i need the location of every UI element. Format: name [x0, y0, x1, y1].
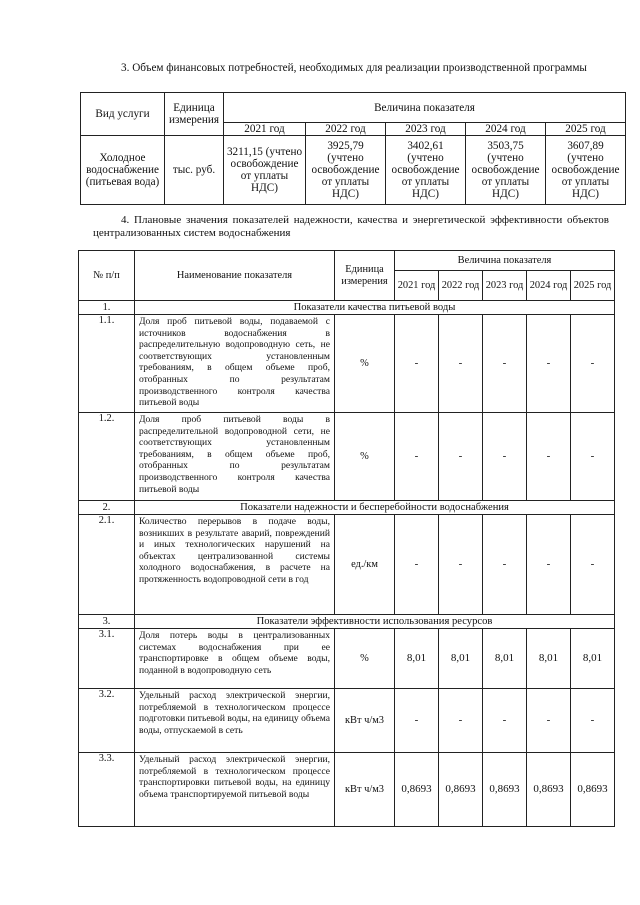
- col-value-header: Величина показателя: [395, 251, 615, 271]
- row-value: -: [483, 689, 527, 753]
- row-value: -: [483, 315, 527, 413]
- value-cell: 3925,79 (учтено освобождение от уплаты НДС): [306, 136, 386, 205]
- unit-cell: тыс. руб.: [165, 136, 224, 205]
- row-value: 0,8693: [571, 753, 615, 827]
- row-value: -: [439, 515, 483, 615]
- table-row: [79, 629, 615, 689]
- col-unit-header: Единица измерения: [335, 251, 395, 301]
- row-value: -: [571, 689, 615, 753]
- col-service-header: Вид услуги: [81, 93, 165, 136]
- row-num: 3.2.: [79, 689, 135, 753]
- row-value: 8,01: [571, 629, 615, 689]
- row-value: 8,01: [527, 629, 571, 689]
- group-title: Показатели эффективности использования ресурсов: [135, 615, 615, 629]
- row-value: 8,01: [439, 629, 483, 689]
- value-cell: 3211,15 (учтено освобождение от уплаты НДС): [224, 136, 306, 205]
- table-row: [79, 515, 615, 615]
- row-name: Доля проб питьевой воды в распределительной водопроводной сети, не соответствующих установленным требованиям, в общем объеме проб, отобранных по результатам производственного контроля качества питьевой воды: [135, 413, 335, 501]
- row-value: -: [527, 689, 571, 753]
- service-cell: Холодное водоснабжение (питьевая вода): [81, 136, 165, 205]
- row-unit: %: [335, 413, 395, 501]
- col-value-header: Величина показателя: [224, 93, 626, 123]
- row-value: -: [483, 413, 527, 501]
- row-value: 0,8693: [527, 753, 571, 827]
- row-num: 1.1.: [79, 315, 135, 413]
- col-num-header: № п/п: [79, 251, 135, 301]
- year-header: 2022 год: [439, 271, 483, 301]
- row-unit: ед./км: [335, 515, 395, 615]
- row-value: -: [395, 315, 439, 413]
- row-value: -: [571, 315, 615, 413]
- group-num: 1.: [79, 301, 135, 315]
- row-value: -: [439, 413, 483, 501]
- year-header: 2025 год: [546, 123, 626, 136]
- table-row: [79, 315, 615, 413]
- row-name: Доля потерь воды в централизованных системах водоснабжения при ее транспортировке в общем объеме воды, поданной в водопроводную сеть: [135, 629, 335, 689]
- row-value: -: [439, 689, 483, 753]
- year-header: 2022 год: [306, 123, 386, 136]
- row-name: Количество перерывов в подаче воды, возникших в результате аварий, повреждений и иных технологических нарушений на объектах централизованной системы холодного водоснабжения, в расчете на протяженность водопроводной сети в год: [135, 515, 335, 615]
- row-value: 0,8693: [439, 753, 483, 827]
- col-unit-header: Единица измерения: [165, 93, 224, 136]
- value-cell: 3402,61 (учтено освобождение от уплаты НДС): [386, 136, 466, 205]
- row-value: 0,8693: [395, 753, 439, 827]
- row-value: -: [571, 413, 615, 501]
- group-num: 3.: [79, 615, 135, 629]
- group-num: 2.: [79, 501, 135, 515]
- row-name: Доля проб питьевой воды, подаваемой с источников водоснабжения в распределительную водопроводную сеть, не соответствующих установленным требованиям, в общем объеме проб, отобранных по результатам производственного контроля качества питьевой воды: [135, 315, 335, 413]
- row-value: -: [527, 315, 571, 413]
- value-cell: 3503,75 (учтено освобождение от уплаты НДС): [466, 136, 546, 205]
- year-header: 2024 год: [527, 271, 571, 301]
- table-row: [79, 689, 615, 753]
- table-row: [79, 753, 615, 827]
- row-num: 1.2.: [79, 413, 135, 501]
- row-value: 8,01: [483, 629, 527, 689]
- group-title: Показатели надежности и бесперебойности водоснабжения: [135, 501, 615, 515]
- row-value: 0,8693: [483, 753, 527, 827]
- row-value: -: [439, 315, 483, 413]
- col-name-header: Наименование показателя: [135, 251, 335, 301]
- row-value: -: [483, 515, 527, 615]
- year-header: 2025 год: [571, 271, 615, 301]
- year-header: 2023 год: [483, 271, 527, 301]
- year-header: 2021 год: [395, 271, 439, 301]
- row-value: -: [395, 515, 439, 615]
- row-value: -: [571, 515, 615, 615]
- year-header: 2024 год: [466, 123, 546, 136]
- row-unit: %: [335, 315, 395, 413]
- year-header: 2021 год: [224, 123, 306, 136]
- row-unit: кВт ч/м3: [335, 689, 395, 753]
- row-unit: %: [335, 629, 395, 689]
- row-value: 8,01: [395, 629, 439, 689]
- section-3-heading: 3. Объем финансовых потребностей, необходимых для реализации производственной программы: [121, 62, 587, 74]
- financial-needs-table: [80, 92, 626, 205]
- section-4-heading: 4. Плановые значения показателей надежности, качества и энергетической эффективности объектов централизованных систем водоснабжения: [93, 214, 609, 239]
- row-value: -: [527, 413, 571, 501]
- row-num: 3.1.: [79, 629, 135, 689]
- reliability-indicators-table: [78, 250, 615, 827]
- group-title: Показатели качества питьевой воды: [135, 301, 615, 315]
- row-value: -: [395, 689, 439, 753]
- table-row: [79, 413, 615, 501]
- row-name: Удельный расход электрической энергии, потребляемой в технологическом процессе транспортировки питьевой воды, на единицу объема транспортируемой питьевой воды: [135, 753, 335, 827]
- row-value: -: [395, 413, 439, 501]
- row-num: 3.3.: [79, 753, 135, 827]
- row-unit: кВт ч/м3: [335, 753, 395, 827]
- row-name: Удельный расход электрической энергии, потребляемой в технологическом процессе подготовки питьевой воды, на единицу объема воды, отпускаемой в сеть: [135, 689, 335, 753]
- row-value: -: [527, 515, 571, 615]
- value-cell: 3607,89 (учтено освобождение от уплаты НДС): [546, 136, 626, 205]
- year-header: 2023 год: [386, 123, 466, 136]
- row-num: 2.1.: [79, 515, 135, 615]
